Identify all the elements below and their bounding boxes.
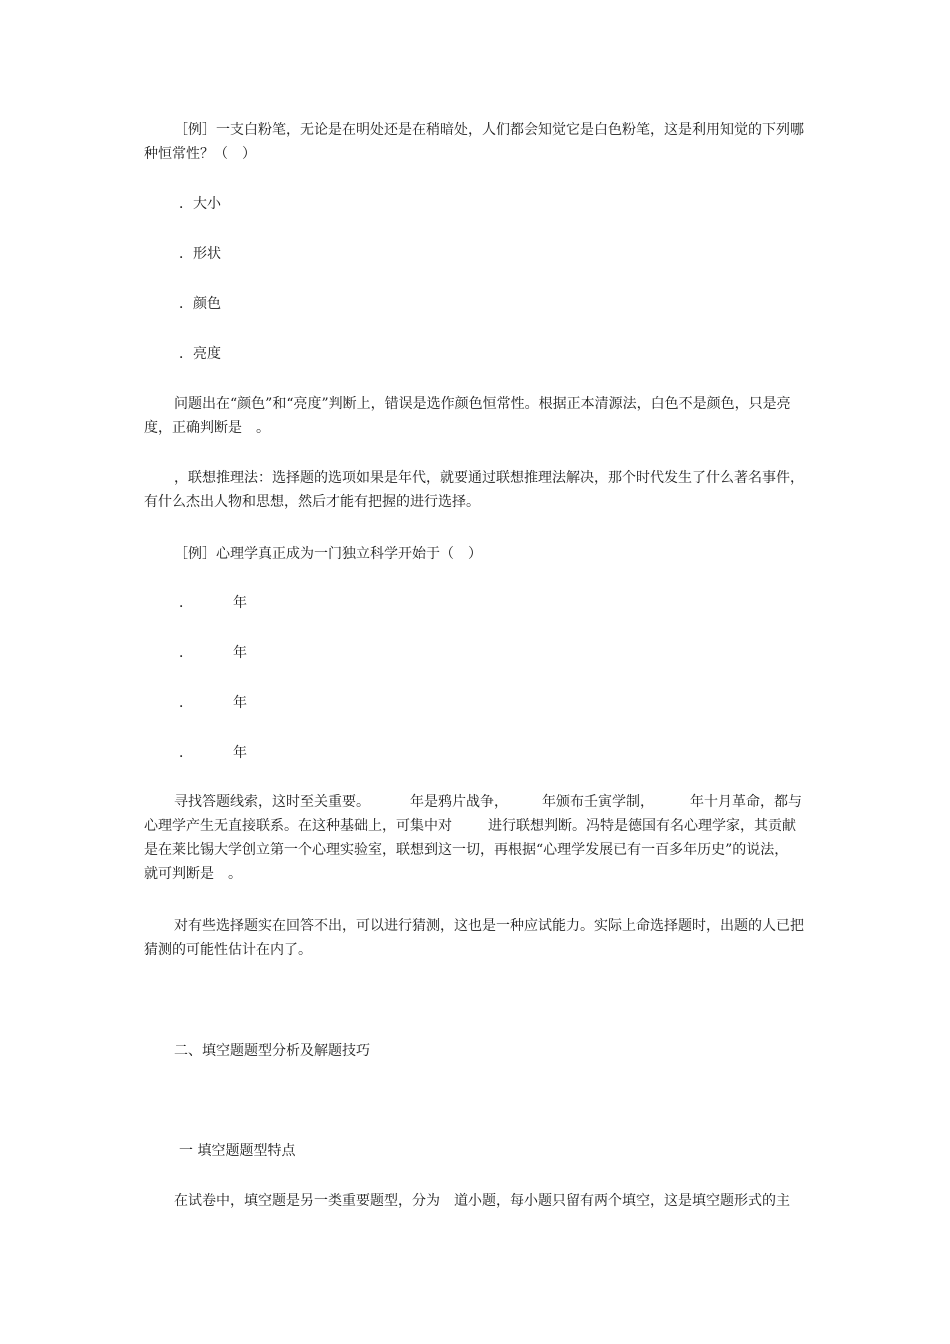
example-1-option-a: ．大小	[179, 196, 221, 212]
option-year-suffix: 年	[233, 595, 247, 611]
example-2-question: ［例］心理学真正成为一门独立科学开始于（ ）	[174, 546, 482, 562]
guessing-paragraph: 对有些选择题实在回答不出，可以进行猜测，这也是一种应试能力。实际上命选择题时，出题的人已把猜测的可能性估计在内了。	[144, 918, 804, 958]
association-method-paragraph: ，联想推理法：选择题的选项如果是年代，就要通过联想推理法解决，那个时代发生了什么著名事件，有什么杰出人物和思想，然后才能有把握的进行选择。	[144, 470, 804, 510]
example-2-option-d	[179, 741, 247, 765]
analysis-2-line-3: 是在莱比锡大学创立第一个心理实验室，联想到这一切，再根据“心理学发展已有一百多年历史”的说法，	[144, 842, 789, 858]
analysis-2-line-4: 就可判断是 。	[144, 866, 242, 882]
example-1-option-b: ．形状	[179, 246, 221, 262]
example-1-option-d: ．亮度	[179, 346, 221, 362]
option-marker: ．	[179, 645, 193, 661]
section-2-heading: 二、填空题题型分析及解题技巧	[174, 1043, 370, 1059]
option-year-suffix: 年	[233, 645, 247, 661]
analysis-2-line-1: 寻找答题线索，这时至关重要。 年是鸦片战争， 年颁布壬寅学制， 年十月革命，都与	[174, 794, 802, 810]
example-2-option-a	[179, 591, 247, 615]
option-marker: ．	[179, 745, 193, 761]
example-1-option-c: ．颜色	[179, 296, 221, 312]
fill-blank-intro: 在试卷中，填空题是另一类重要题型，分为 道小题，每小题只留有两个填空，这是填空题形式的主	[174, 1193, 790, 1209]
option-year-suffix: 年	[233, 695, 247, 711]
example-2-option-b	[179, 641, 247, 665]
option-marker: ．	[179, 595, 193, 611]
example-1-question: ［例］一支白粉笔，无论是在明处还是在稍暗处，人们都会知觉它是白色粉笔，这是利用知觉的下列哪种恒常性？（ ）	[144, 122, 804, 162]
analysis-1-paragraph: 问题出在“颜色”和“亮度”判断上，错误是选作颜色恒常性。根据正本清源法，白色不是颜色，只是亮度，正确判断是 。	[144, 396, 791, 436]
analysis-2-line-2: 心理学产生无直接联系。在这种基础上，可集中对 进行联想判断。冯特是德国有名心理学家，其贡献	[144, 818, 796, 834]
option-year-suffix: 年	[233, 745, 247, 761]
subsection-1-heading: 一 填空题题型特点	[179, 1143, 296, 1159]
example-2-option-c	[179, 691, 247, 715]
option-marker: ．	[179, 695, 193, 711]
